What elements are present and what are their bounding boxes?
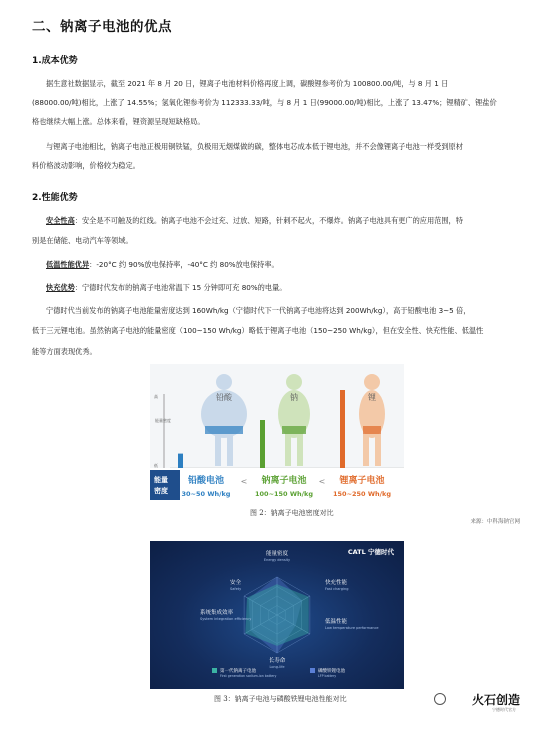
paragraph-line: 低于三元锂电池。虽然钠离子电池的能量密度（100~150 Wh/kg）略低于锂离子电池（150~250 Wh/kg），但在安全性、快充性能、低温性: [32, 326, 484, 335]
section-heading-cost: 1.成本优势: [32, 56, 78, 66]
battery-name: 铅酸电池: [187, 476, 225, 486]
watermark-text: 火石创造: [471, 693, 520, 707]
energy-density-illustration: [150, 364, 404, 504]
legend-label-en: LFP battery: [318, 674, 337, 678]
radar-axis-label: 低温性能: [325, 619, 348, 625]
axis-low-label: 低: [154, 463, 158, 468]
paragraph-line: [32, 279, 514, 297]
radar-axis-label-en: Energy density: [263, 558, 291, 562]
person-leg: [363, 434, 369, 466]
section-heading-performance: 2.性能优势: [32, 193, 78, 203]
wechat-icon: [434, 693, 446, 705]
person-shorts: [205, 426, 243, 434]
person-shorts: [363, 426, 381, 434]
catl-logo: CATL 宁德时代: [347, 548, 394, 556]
battery-name: 锂离子电池: [339, 476, 385, 486]
figure-source: 来源：中科海钠官网: [470, 519, 520, 525]
paragraph-line: [32, 256, 514, 274]
lowtemp-text: ：-20°C 约 90%放电保持率，-40°C 约 80%放电保持率。: [89, 260, 279, 269]
paragraph-line: 格也继续大幅上涨。总体来看，锂资源呈现短缺格局。: [32, 117, 205, 126]
paragraph-line: 与锂离子电池相比，钠离子电池正极用铜铁锰，负极用无烟煤做的碳，整体电芯成本低于锂电池，并不会像锂离子电池一样受到原材: [46, 142, 463, 151]
figure2-caption: 图 2：钠离子电池密度对比: [250, 509, 334, 517]
person-shorts: [282, 426, 306, 434]
lowtemp-label: 低温性能优异: [46, 260, 90, 269]
person-leg: [227, 434, 233, 466]
person-head: [216, 374, 232, 390]
paragraph-line: 料价格波动影响，价格较为稳定。: [32, 161, 140, 170]
person-label: 钠: [290, 393, 298, 402]
person-leg: [375, 434, 381, 466]
battery-range: 150~250 Wh/kg: [333, 490, 391, 498]
person-head: [286, 374, 302, 390]
radar-axis-label-en: Fast charging: [325, 587, 349, 591]
radar-axis-label-en: System integration efficiency: [200, 617, 252, 621]
density-bar: [260, 420, 265, 468]
radar-axis-label: 能量密度: [265, 551, 289, 557]
paragraph-line: [32, 212, 514, 230]
safety-label: 安全性高: [46, 216, 75, 225]
legend-label: 磷酸铁锂电池: [318, 669, 345, 674]
watermark-subtext: 宁德时代官方: [492, 707, 516, 712]
radar-axis-label-en: Long-life: [269, 665, 285, 669]
performance-radar-figure: [150, 541, 404, 689]
person-label: 锂: [368, 393, 376, 402]
radar-chart: [150, 541, 404, 689]
density-bar: [178, 454, 183, 468]
person-leg: [215, 434, 221, 466]
paragraph-line: 据生意社数据显示，截至 2021 年 8 月 20 日，锂离子电池材料价格再度上调，碳酸锂参考价为 100800.00/吨，与 8 月 1 日: [46, 79, 449, 88]
person-leg: [285, 434, 291, 466]
page-title: 二、钠离子电池的优点: [32, 19, 172, 35]
side-label-line1: 能量: [154, 476, 168, 484]
legend-swatch: [212, 668, 217, 673]
energy-density-figure: [150, 364, 404, 504]
paragraph-line: (88000.00/吨)相比，上涨了 14.55%；氢氧化锂参考价为 112333.33/吨，与 8 月 1 日(99000.00/吨)相比，上涨了 13.47%；锂精矿、锂盐价: [32, 98, 497, 107]
legend-label-en: First generation sodium-ion battery: [220, 674, 277, 678]
safety-text: ：安全是不可触及的红线。钠离子电池不会过充、过放、短路，针刺不起火，不爆炸。钠离子电池具有更广的应用范围，特: [74, 216, 463, 225]
fastcharge-text: ：宁德时代发布的钠离子电池常温下 15 分钟即可充 80%的电量。: [74, 283, 287, 292]
axis-title: 能量密度: [155, 418, 171, 423]
radar-axis-label-en: Safety: [230, 587, 242, 591]
paragraph-line: 别是在储能、电动汽车等领域。: [32, 236, 133, 245]
radar-axis-label: 系统集成效率: [200, 610, 234, 616]
battery-range: 30~50 Wh/kg: [181, 490, 231, 498]
side-label-line2: 密度: [154, 487, 168, 495]
person-head: [364, 374, 380, 390]
fastcharge-label: 快充优势: [46, 283, 75, 292]
radar-axis-label-en: Low temperature performance: [325, 626, 379, 630]
paragraph-line: 能等方面表现优秀。: [32, 347, 97, 356]
battery-range: 100~150 Wh/kg: [255, 490, 313, 498]
radar-axis-label: 快充性能: [325, 580, 348, 586]
side-label-box: [150, 470, 180, 500]
comparison-sign: <: [240, 477, 248, 486]
person-label: 铅酸: [216, 393, 232, 402]
comparison-sign: <: [318, 477, 326, 486]
label-strip: [150, 468, 404, 504]
density-bar: [340, 390, 345, 468]
paragraph-line: 宁德时代当前发布的钠离子电池能量密度达到 160Wh/kg（宁德时代下一代钠离子电池将达到 200Wh/kg），高于铅酸电池 3~5 倍，: [46, 306, 471, 315]
person-leg: [297, 434, 303, 466]
battery-name: 钠离子电池: [261, 476, 307, 486]
radar-axis-label: 安全: [230, 580, 242, 586]
legend-label: 第一代钠离子电池: [220, 669, 256, 674]
radar-axis-label: 长寿命: [268, 658, 286, 664]
axis-high-label: 高: [154, 394, 158, 399]
legend-swatch: [310, 668, 315, 673]
figure3-caption: 图 3：钠离子电池与磷酸铁锂电池性能对比: [214, 695, 347, 703]
